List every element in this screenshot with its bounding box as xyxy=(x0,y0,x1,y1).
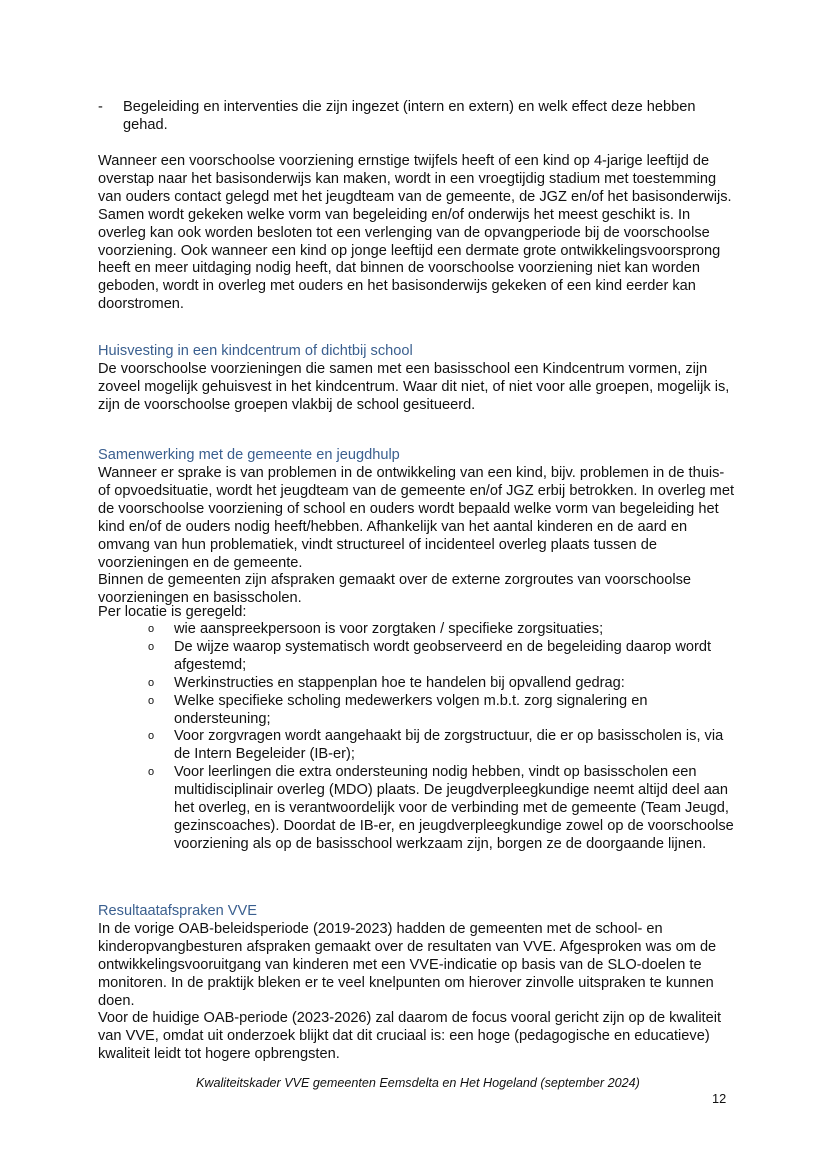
list-item xyxy=(148,621,738,639)
circle-bullet-icon: o xyxy=(148,640,155,653)
list-item-text: Werkinstructies en stappenplan hoe te handelen bij opvallend gedrag: xyxy=(174,674,625,691)
circle-bullet-icon: o xyxy=(148,730,155,743)
per-locatie-label: Per locatie is geregeld: xyxy=(98,604,247,620)
list-item xyxy=(148,639,738,675)
samenwerking-zorgroutes-paragraph: Binnen de gemeenten zijn afspraken gemaakt over de externe zorgroutes van voorschoolse voorzieningen en basisscholen. xyxy=(98,572,692,606)
resultaat-paragraph-1: In de vorige OAB-beleidsperiode (2019-2023) hadden de gemeenten met de school- en kinderopvangbesturen afspraken gemaakt over de resultaten van VVE. Afgesproken was om de ontwikkelingsvooruitgang van kinderen met een VVE-indicatie op basis van de SLO-doelen te monitoren. In de praktijk bleken er te veel knelpunten om hierover zinvolle uitspraken te kunnen doen. xyxy=(98,921,717,1009)
heading-huisvesting: Huisvesting in een kindcentrum of dichtbij school xyxy=(98,343,413,359)
resultaat-paragraph-2: Voor de huidige OAB-periode (2023-2026) zal daarom de focus vooral gericht zijn op de kwaliteit van VVE, omdat uit onderzoek blijkt dat dit cruciaal is: een hoge (pedagogische en educatieve) kwaliteit leidt tot hogere opbrengsten. xyxy=(98,1010,722,1062)
circle-bullet-icon: o xyxy=(148,766,155,779)
list-item-text: De wijze waarop systematisch wordt geobserveerd en de begeleiding daarop wordt afgestemd; xyxy=(174,638,712,673)
list-item-text: wie aanspreekpersoon is voor zorgtaken / specifieke zorgsituaties; xyxy=(174,621,604,637)
circle-bullet-icon: o xyxy=(148,676,155,689)
list-item-text: Welke specifieke scholing medewerkers volgen m.b.t. zorg signalering en ondersteuning; xyxy=(174,692,648,727)
circle-bullet-icon: o xyxy=(148,623,155,635)
list-item xyxy=(148,728,738,764)
samenwerking-paragraph: Wanneer er sprake is van problemen in de ontwikkeling van een kind, bijv. problemen in de thuis- of opvoedsituatie, wordt het jeugdteam van de gemeente en/of JGZ erbij betrokken. In overleg met de voorschoolse voorziening of school en ouders wordt bepaald welke vorm van begeleiding het kind en/of de ouders nodig heeft/hebben. Afhankelijk van het aantal kinderen en de aard en omvang van hun problematiek, vindt structureel of incidenteel overleg plaats tussen de voorzieningen en de gemeente. xyxy=(98,465,735,571)
dash-item-text: Begeleiding en interventies die zijn ingezet (intern en extern) en welk effect deze hebben gehad. xyxy=(123,99,696,133)
list-item-text: Voor zorgvragen wordt aangehaakt bij de zorgstructuur, die er op basisscholen is, via de Intern Begeleider (IB-er); xyxy=(174,728,724,763)
huisvesting-paragraph: De voorschoolse voorzieningen die samen met een basisschool een Kindcentrum vormen, zijn zoveel mogelijk gehuisvest in het kindcentrum. Waar dit niet, of niet voor alle groepen, mogelijk is, zijn de voorschoolse groepen vlakbij de school gesitueerd. xyxy=(98,361,730,413)
list-item xyxy=(148,675,738,693)
heading-samenwerking: Samenwerking met de gemeente en jeugdhulp xyxy=(98,447,400,463)
page-footer: Kwaliteitskader VVE gemeenten Eemsdelta en Het Hogeland (september 2024) xyxy=(196,1076,640,1090)
list-item xyxy=(148,764,738,854)
circle-bullet-icon: o xyxy=(148,694,155,707)
heading-resultaatafspraken: Resultaatafspraken VVE xyxy=(98,903,257,919)
locatie-bullet-list xyxy=(148,621,738,854)
dash-marker: - xyxy=(98,99,103,115)
page-number: 12 xyxy=(712,1091,727,1106)
intro-paragraph: Wanneer een voorschoolse voorziening ernstige twijfels heeft of een kind op 4-jarige leeftijd de overstap naar het basisonderwijs kan maken, wordt in een vroegtijdig stadium met toestemming van ouders contact gelegd met het jeugdteam van de gemeente, de JGZ en/of het basisonderwijs. Samen wordt gekeken welke vorm van begeleiding en/of onderwijs het meest geschikt is. In overleg kan ook worden besloten tot een verlenging van de opvangperiode bij de voorschoolse voorziening. Ook wanneer een kind op jonge leeftijd een dermate grote ontwikkelingsvoorsprong heeft en meer uitdaging nodig heeft, dat binnen de voorschoolse voorziening niet kan worden geboden, wordt in overleg met ouders en het basisonderwijs gekeken of een kind eerder kan doorstromen. xyxy=(98,153,732,313)
list-item-text: Voor leerlingen die extra ondersteuning nodig hebben, vindt op basisscholen een multidisciplinair overleg (MDO) plaats. De jeugdverpleegkundige neemt altijd deel aan het overleg, en is verantwoordelijk voor de verbinding met de gemeente (Team Jeugd, gezinscoaches). Doordat de IB-er, en jeugdverpleegkundige zowel op de voorschoolse voorziening als op de basisschool werkzaam zijn, borgen ze de doorgaande lijnen. xyxy=(174,764,734,852)
dash-list-item xyxy=(98,99,738,135)
list-item xyxy=(148,693,738,729)
